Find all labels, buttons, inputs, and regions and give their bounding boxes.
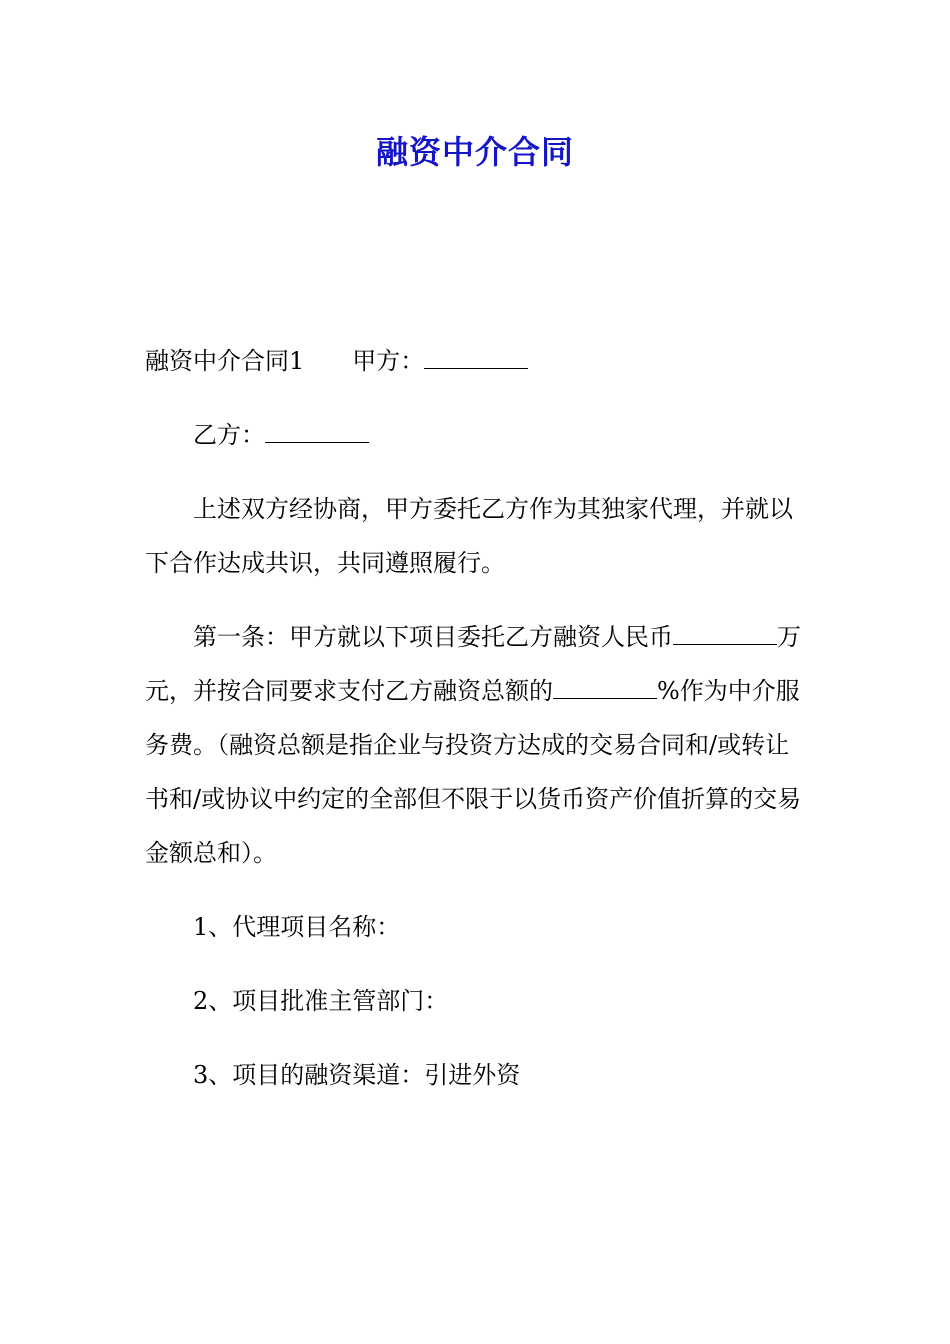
- item-2-line: 2、项目批准主管部门：: [193, 987, 449, 1015]
- item-3-line: 3、项目的融资渠道：引进外资: [193, 1061, 521, 1089]
- party-b-label: 乙方：: [193, 421, 265, 449]
- party-a-blank: [424, 346, 528, 369]
- article-1-text-b: 万元，并按合同要求支付乙方融资总额的: [145, 623, 801, 705]
- intro-paragraph: 上述双方经协商，甲方委托乙方作为其独家代理，并就以下合作达成共识，共同遵照履行。: [145, 495, 793, 577]
- article-1-text-c: %作为中介服务费。（融资总额是指企业与投资方达成的交易合同和/或转让书和/或协议中约定的全部但不限于以货币资产价值折算的交易金额总和）。: [145, 677, 802, 867]
- amount-blank: [673, 622, 777, 645]
- heading-label: 融资中介合同1: [145, 347, 305, 375]
- party-b-line: [145, 408, 810, 462]
- article-1-text-a: 第一条：甲方就以下项目委托乙方融资人民币: [193, 623, 673, 651]
- page-title: 融资中介合同: [375, 133, 574, 171]
- percent-blank: [553, 676, 657, 699]
- party-a-label: 甲方：: [352, 347, 425, 375]
- item-1-line: 1、代理项目名称：: [193, 913, 401, 941]
- article-1-paragraph: [145, 610, 810, 880]
- heading-line: [145, 334, 810, 388]
- party-b-blank: [265, 420, 369, 443]
- document-body: [145, 334, 810, 1122]
